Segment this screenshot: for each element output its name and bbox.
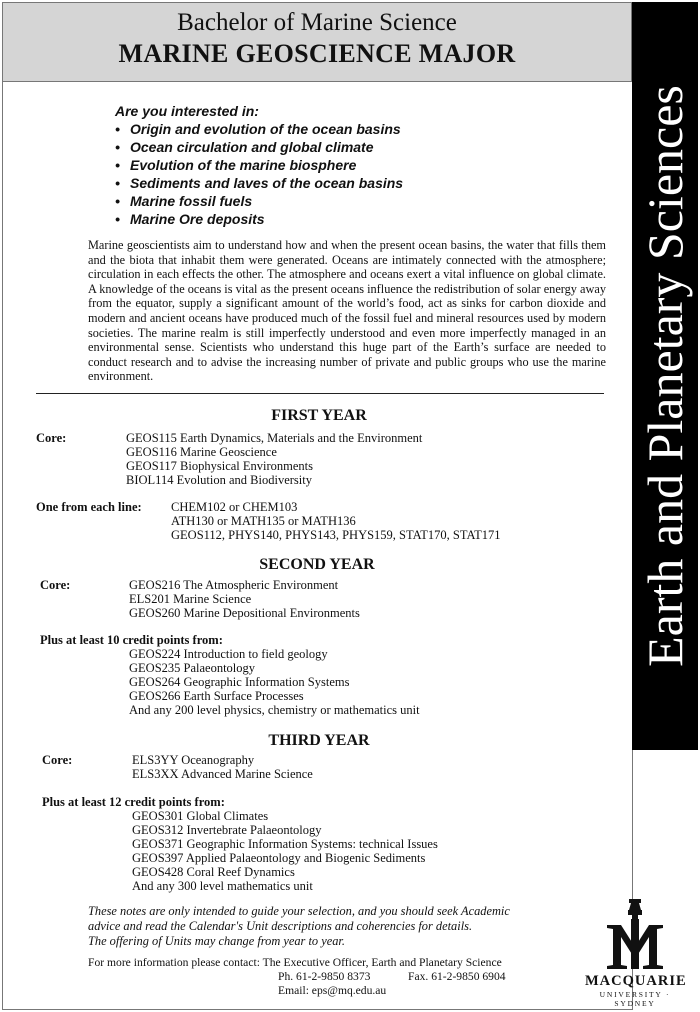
logo-subtitle: UNIVERSITY · SYDNEY [599, 990, 671, 1008]
unit-item: GEOS266 Earth Surface Processes [129, 689, 304, 703]
disclaimer-note: These notes are only intended to guide your selection, and you should seek Academic advice and read the Calendar's Unit descriptions and coherencies for details. The offering of Units may change from year to year. [88, 904, 510, 948]
unit-item: GEOS312 Invertebrate Palaeontology [132, 823, 322, 837]
unit-item: GEOS428 Coral Reef Dynamics [132, 865, 295, 879]
university-logo [585, 897, 685, 1007]
unit-item: GEOS264 Geographic Information Systems [129, 675, 350, 689]
contact-line: For more information please contact: The Executive Officer, Earth and Planetary Science [88, 956, 502, 969]
third-year-heading: THIRD YEAR [268, 732, 370, 749]
third-year-plus-label: Plus at least 12 credit points from: [42, 795, 225, 809]
logo-wordmark: MACQUARIE [585, 973, 687, 989]
unit-item: GEOS117 Biophysical Environments [126, 459, 314, 473]
frame-bottom-border [2, 1009, 632, 1010]
first-year-heading: FIRST YEAR [271, 407, 367, 424]
first-year-lines-list [171, 500, 501, 542]
contact-info [88, 956, 506, 998]
unit-item: GEOS235 Palaeontology [129, 661, 256, 675]
unit-item: GEOS115 Earth Dynamics, Materials and the Environment [126, 431, 423, 445]
degree-title: Bachelor of Marine Science [177, 9, 457, 36]
interest-item: • Marine Ore deposits [115, 211, 265, 227]
unit-item: GEOS371 Geographic Information Systems: technical Issues [132, 837, 438, 851]
crest-icon [585, 897, 685, 973]
bullet-icon: • [115, 121, 120, 137]
unit-item: CHEM102 or CHEM103 [171, 500, 298, 514]
bullet-icon: • [115, 157, 120, 173]
contact-email[interactable]: Email: eps@mq.edu.au [278, 984, 387, 997]
unit-item: ELS3YY Oceanography [132, 753, 255, 767]
contact-fax: Fax. 61-2-9850 6904 [408, 970, 506, 983]
first-year-core-list [126, 431, 422, 487]
unit-item: And any 200 level physics, chemistry or mathematics unit [129, 703, 420, 717]
second-year-core-list [129, 578, 360, 620]
bullet-icon: • [115, 211, 120, 227]
department-title: Earth and Planetary Sciences [637, 85, 693, 667]
unit-item: ELS3XX Advanced Marine Science [132, 767, 313, 781]
unit-item: ATH130 or MATH135 or MATH136 [171, 514, 356, 528]
interest-item: • Marine fossil fuels [115, 193, 253, 209]
interest-heading: Are you interested in: [115, 103, 259, 119]
unit-item: GEOS112, PHYS140, PHYS143, PHYS159, STAT170, STAT171 [171, 528, 501, 542]
unit-item: And any 300 level mathematics unit [132, 879, 313, 893]
intro-paragraph: Marine geoscientists aim to understand how and when the present ocean basins, the water that fills them and the biota that inhabit them were generated. Oceans are intimately connected with the atmosphere; circulation in each effects the other. The atmosphere and oceans exert a vital influence on global climate. A knowledge of the oceans is vital as the present oceans influence the redistribution of solar energy away from the equator, supply a significant amount of the world’s food, act as sinks for carbon dioxide and modern and ancient oceans have produced much of the fossil fuel and mineral resources used by modern societies. The marine realm is still imperfectly understood and even more imperfectly managed in an environmental sense. Scientists who understand this huge part of the Earth’s surface are needed to conduct research and to advise the increasing number of private and public groups who use the marine environment. [88, 238, 606, 384]
unit-item: ELS201 Marine Science [129, 592, 252, 606]
bullet-icon: • [115, 175, 120, 191]
third-year-plus-list [132, 809, 438, 893]
frame-left-border [2, 82, 3, 1010]
second-year-plus-list [129, 647, 420, 717]
sidebar-banner [632, 2, 698, 750]
bullet-icon: • [115, 193, 120, 209]
unit-item: GEOS224 Introduction to field geology [129, 647, 328, 661]
first-year-core-label: Core: [36, 431, 67, 445]
major-title: MARINE GEOSCIENCE MAJOR [118, 39, 516, 68]
section-divider [36, 393, 604, 394]
second-year-core-label: Core: [40, 578, 71, 592]
contact-phone: Ph. 61-2-9850 8373 [278, 970, 371, 983]
page-header [2, 2, 632, 82]
interest-item: • Evolution of the marine biosphere [115, 157, 357, 173]
unit-item: GEOS216 The Atmospheric Environment [129, 578, 339, 592]
second-year-heading: SECOND YEAR [259, 556, 375, 573]
interest-item: • Ocean circulation and global climate [115, 139, 374, 155]
third-year-core-list [132, 753, 313, 781]
interest-item: • Origin and evolution of the ocean basins [115, 121, 401, 137]
unit-item: GEOS260 Marine Depositional Environments [129, 606, 360, 620]
unit-item: BIOL114 Evolution and Biodiversity [126, 473, 312, 487]
third-year-core-label: Core: [42, 753, 73, 767]
interest-list [115, 102, 615, 228]
unit-item: GEOS397 Applied Palaeontology and Biogenic Sediments [132, 851, 426, 865]
bullet-icon: • [115, 139, 120, 155]
second-year-plus-label: Plus at least 10 credit points from: [40, 633, 223, 647]
unit-item: GEOS116 Marine Geoscience [126, 445, 277, 459]
unit-item: GEOS301 Global Climates [132, 809, 269, 823]
first-year-lines-label: One from each line: [36, 500, 142, 514]
interest-item: • Sediments and laves of the ocean basins [115, 175, 404, 191]
